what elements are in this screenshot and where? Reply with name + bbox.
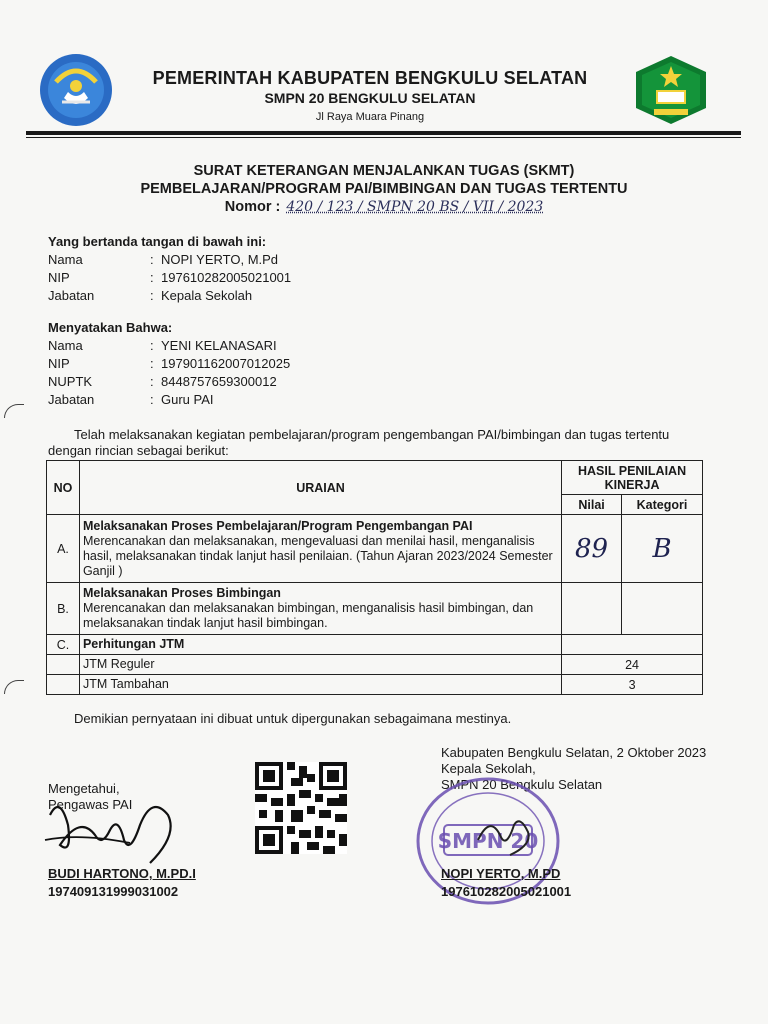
th-uraian: URAIAN — [79, 461, 561, 515]
tut-wuri-handayani-logo — [38, 52, 114, 128]
signer-jabatan: Kepala Sekolah — [161, 288, 253, 303]
field-colon: : — [150, 392, 154, 407]
th-hasil: HASIL PENILAIAN KINERJA — [562, 461, 703, 495]
row-empty — [562, 635, 703, 655]
header-address: Jl Raya Muara Pinang — [315, 111, 425, 123]
subject-nama: YENI KELANASARI — [161, 338, 277, 353]
signer-heading: Yang bertanda tangan di bawah ini: — [48, 234, 267, 249]
row-title: Perhitungan JTM — [79, 635, 561, 655]
th-nilai: Nilai — [562, 495, 622, 515]
table-row — [47, 655, 703, 675]
field-colon: : — [150, 252, 154, 267]
subject-nuptk: 8448757659300012 — [161, 374, 277, 389]
punch-hole-mark — [4, 680, 24, 694]
table-row — [47, 635, 703, 655]
closing-statement: Demikian pernyataan ini dibuat untuk dipergunakan sebagaimana mestinya. — [74, 711, 512, 726]
doc-number — [40, 199, 728, 215]
subject-heading: Menyatakan Bahwa: — [48, 320, 173, 335]
field-colon: : — [150, 270, 154, 285]
jtm-reguler-value: 24 — [562, 655, 703, 675]
field-label: NIP — [48, 356, 70, 371]
th-no: NO — [47, 461, 80, 515]
jtm-tambahan-value: 3 — [562, 675, 703, 695]
field-label: Nama — [48, 338, 83, 353]
intro-paragraph: Telah melaksanakan kegiatan pembelajaran/program pengembangan PAI/bimbingan dan tugas tertentu dengan rincian sebagai berikut: — [48, 427, 670, 458]
performance-table — [46, 460, 703, 695]
field-label: Nama — [48, 252, 83, 267]
field-label: Jabatan — [48, 288, 95, 303]
doc-number-value: 420 / 123 / SMPN 20 BS / VII / 2023 — [286, 199, 544, 215]
row-kategori — [622, 583, 703, 635]
signer-nip: 197610282005021001 — [161, 270, 292, 285]
row-no: B. — [47, 583, 80, 635]
jtm-reguler-label: JTM Reguler — [79, 655, 561, 675]
header-rule-thin — [26, 137, 741, 138]
row-kategori: B — [622, 515, 703, 583]
row-title: Melaksanakan Proses Pembelajaran/Program Pengembangan PAI — [82, 518, 473, 533]
field-label: NUPTK — [48, 374, 93, 389]
doc-number-label: Nomor : — [224, 199, 281, 215]
field-colon: : — [150, 374, 154, 389]
table-row — [47, 515, 703, 583]
jtm-tambahan-label: JTM Tambahan — [79, 675, 561, 695]
row-title: Melaksanakan Proses Bimbingan — [82, 586, 281, 600]
th-kategori: Kategori — [622, 495, 703, 515]
qr-code-icon — [255, 762, 347, 854]
row-desc: Merencanakan dan melaksanakan, mengevaluasi dan menilai hasil, menganalisis hasil, melaksanakan tindak lanjut hasil penilaian. (Tahun Ajaran 2023/2024 Semester Ganjil ) — [82, 533, 553, 578]
place-date: Kabupaten Bengkulu Selatan, 2 Oktober 2023 — [441, 745, 707, 760]
row-no — [47, 655, 80, 675]
sign-right-unit: SMPN 20 Bengkulu Selatan — [441, 777, 603, 792]
sign-right-nip: 197610282005021001 — [441, 884, 572, 899]
table-row — [47, 675, 703, 695]
row-nilai — [562, 583, 622, 635]
sign-left-known: Mengetahui, — [48, 781, 120, 796]
doc-title-line2: PEMBELAJARAN/PROGRAM PAI/BIMBINGAN DAN TUGAS TERTENTU — [140, 181, 628, 197]
header-school: SMPN 20 BENGKULU SELATAN — [264, 90, 476, 106]
field-label: Jabatan — [48, 392, 95, 407]
row-nilai: 89 — [562, 515, 622, 583]
sign-right-name: NOPI YERTO, M.PD — [441, 866, 561, 881]
header-rule-thick — [26, 131, 741, 135]
sign-left-name: BUDI HARTONO, M.PD.I — [48, 866, 196, 881]
row-uraian — [79, 583, 561, 635]
header-government: PEMERINTAH KABUPATEN BENGKULU SELATAN — [152, 68, 588, 88]
signature-right-icon — [470, 810, 540, 860]
punch-hole-mark — [4, 404, 24, 418]
field-colon: : — [150, 288, 154, 303]
field-label: NIP — [48, 270, 70, 285]
table-row — [47, 583, 703, 635]
field-colon: : — [150, 356, 154, 371]
kemenag-logo — [632, 54, 710, 126]
field-colon: : — [150, 338, 154, 353]
doc-title-line1: SURAT KETERANGAN MENJALANKAN TUGAS (SKMT) — [193, 163, 575, 179]
sign-left-nip: 197409131999031002 — [48, 884, 179, 899]
row-uraian — [79, 515, 561, 583]
row-desc: Merencanakan dan melaksanakan bimbingan, menganalisis hasil bimbingan, dan melaksanakan tindak lanjut hasil bimbingan. — [82, 601, 534, 630]
row-no — [47, 675, 80, 695]
subject-jabatan: Guru PAI — [161, 392, 214, 407]
row-no: A. — [47, 515, 80, 583]
stamp-text: SMPN 20 — [437, 829, 539, 853]
subject-nip: 197901162007012025 — [161, 356, 291, 371]
row-no: C. — [47, 635, 80, 655]
signer-nama: NOPI YERTO, M.Pd — [161, 252, 279, 267]
signature-left-icon — [40, 785, 190, 865]
sign-right-role: Kepala Sekolah, — [441, 761, 536, 776]
sign-left-role: Pengawas PAI — [48, 797, 133, 812]
